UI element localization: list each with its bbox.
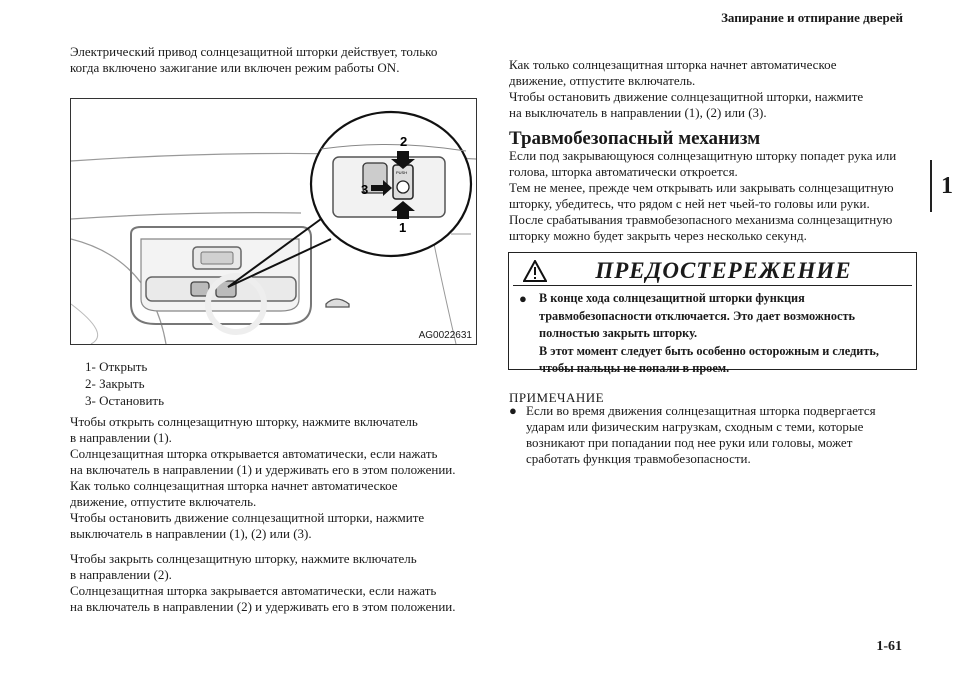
note-text: Если во время движения солнцезащитная шторка подвергается ударам или физическим нагрузкам, сходным с теми, которые возникают при попадании под нее руки или головы, может сработать функция травмобезопасности. — [526, 403, 876, 466]
section-paragraph: Если под закрывающуюся солнцезащитную шторку попадет рука или голова, шторка автоматически откроется. Тем не менее, прежде чем открывать или закрывать солнцезащитную шторку, убедитесь, что рядом с ней нет чьей-то головы или руки. После срабатывания травмобезопасного механизма солнцезащитную шторку можно будет закрыть через несколько секунд. — [509, 148, 897, 243]
overhead-console-illustration — [71, 99, 476, 344]
push-label: PUSH — [396, 170, 408, 175]
stop-instructions: Как только солнцезащитная шторка начнет автоматическое движение, отпустите включатель. Чтобы остановить движение солнцезащитной шторки, нажмите на выключатель в направлении (1), (2) или (3). — [509, 57, 864, 120]
figure-legend — [85, 358, 164, 409]
legend-item-stop: 3- Остановить — [85, 393, 165, 408]
legend-item-open: 1- Открыть — [85, 359, 148, 374]
callout-2: 2 — [400, 134, 408, 149]
close-instructions: Чтобы закрыть солнцезащитную шторку, нажмите включатель в направлении (2). Солнцезащитная шторка закрывается автоматически, если нажать на включатель в направлении (2) и удерживать его в этом положении. — [70, 551, 456, 614]
callout-1: 1 — [399, 220, 407, 235]
legend-item-close: 2- Закрыть — [85, 376, 145, 391]
sunshade-switch-figure — [70, 98, 477, 345]
section-title: Травмобезопасный механизм — [509, 128, 761, 149]
open-instructions: Чтобы открыть солнцезащитную шторку, нажмите включатель в направлении (1). Солнцезащитная шторка открывается автоматически, если нажать на включатель в направлении (1) и удерживать его в этом положении. Как только солнцезащитная шторка начнет автоматическое движение, отпустите включатель. Чтобы остановить движение солнцезащитной шторки, нажмите выключатель в направлении (1), (2) или (3). — [70, 414, 456, 541]
callout-3: 3 — [361, 182, 369, 197]
warning-header — [513, 257, 912, 286]
warning-title: ПРЕДОСТЕРЕЖЕНИЕ — [595, 258, 852, 283]
intro-paragraph: Электрический привод солнцезащитной шторки действует, только когда включено зажигание или включен режим работы ON. — [70, 44, 438, 75]
chapter-tab: 1 — [930, 160, 960, 212]
warning-text: В конце хода солнцезащитной шторки функция травмобезопасности отключается. Это дает возможность полностью закрыть шторку. В этот момент следует быть особенно осторожным и следить, чтобы пальцы не попали в проем. — [539, 291, 880, 375]
note-heading: ПРИМЕЧАНИЕ — [509, 390, 605, 405]
page-header-title: Запирание и отпирание дверей — [721, 10, 903, 25]
note-bullet: ● — [509, 403, 517, 418]
warning-body — [519, 290, 879, 378]
page-number: 1-61 — [876, 639, 902, 654]
warning-triangle-icon — [523, 260, 547, 282]
figure-code: AG0022631 — [418, 330, 472, 341]
warning-bullet: ● — [519, 291, 527, 306]
warning-box — [508, 252, 917, 375]
